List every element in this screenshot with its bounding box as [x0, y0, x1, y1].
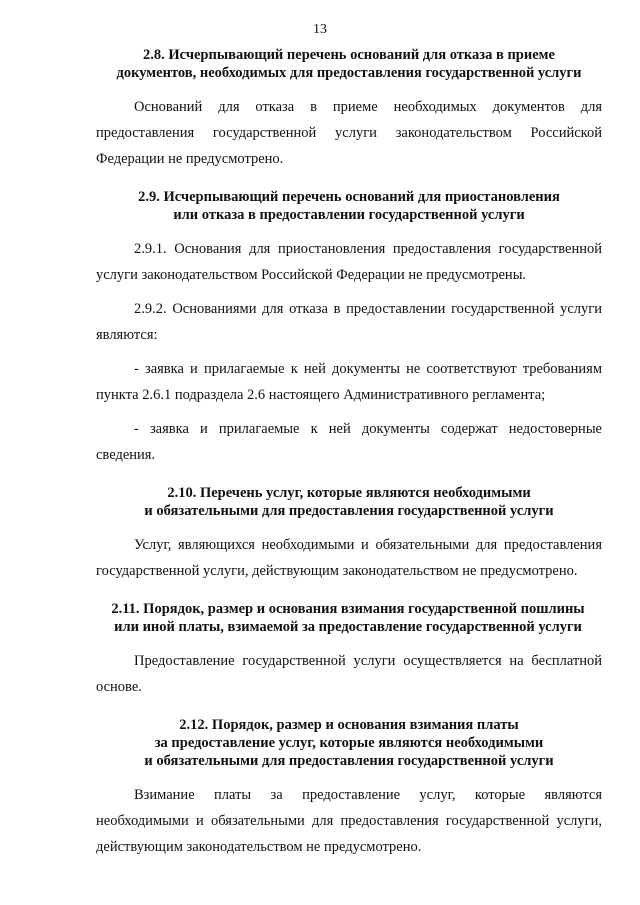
heading-line: 2.12. Порядок, размер и основания взимания платы — [179, 717, 519, 733]
section-2-8 — [96, 46, 602, 172]
heading-line: или отказа в предоставлении государственной услуги — [173, 207, 525, 223]
section-heading — [96, 46, 602, 82]
section-2-11 — [96, 600, 602, 700]
heading-line: и обязательными для предоставления государственной услуги — [144, 503, 554, 519]
heading-line: или иной платы, взимаемой за предоставление государственной услуги — [114, 619, 582, 635]
paragraph: 2.9.2. Основаниями для отказа в предоставлении государственной услуги являются: — [96, 301, 602, 343]
heading-line: за предоставление услуг, которые являются необходимыми — [154, 735, 544, 751]
heading-line: 2.9. Исчерпывающий перечень оснований для приостановления — [138, 189, 560, 205]
list-item-paragraph: - заявка и прилагаемые к ней документы не соответствуют требованиям пункта 2.6.1 подраздела 2.6 настоящего Административного регламента; — [96, 361, 602, 403]
section-2-9 — [96, 188, 602, 468]
page-number: 13 — [313, 22, 327, 37]
paragraph: 2.9.1. Основания для приостановления предоставления государственной услуги законодательством Российской Федерации не предусмотрены. — [96, 241, 602, 283]
list-item-paragraph: - заявка и прилагаемые к ней документы содержат недостоверные сведения. — [96, 421, 602, 463]
section-heading — [96, 188, 602, 224]
section-heading — [96, 716, 602, 770]
paragraph: Оснований для отказа в приеме необходимых документов для предоставления государственной услуги законодательством Российской Федерации не предусмотрено. — [96, 99, 602, 167]
heading-line: 2.11. Порядок, размер и основания взимания государственной пошлины — [111, 601, 585, 617]
paragraph: Услуг, являющихся необходимыми и обязательными для предоставления государственной услуги, действующим законодательством не предусмотрено. — [96, 537, 602, 579]
heading-line: и обязательными для предоставления государственной услуги — [144, 753, 554, 769]
section-heading — [96, 484, 602, 520]
section-2-12 — [96, 716, 602, 860]
document-body — [96, 46, 602, 876]
section-2-10 — [96, 484, 602, 584]
heading-line: 2.10. Перечень услуг, которые являются необходимыми — [167, 485, 531, 501]
paragraph: Взимание платы за предоставление услуг, которые являются необходимыми и обязательными для предоставления государственной услуги, действующим законодательством не предусмотрено. — [96, 787, 602, 855]
section-heading — [86, 600, 610, 636]
heading-line: документов, необходимых для предоставления государственной услуги — [116, 65, 582, 81]
paragraph: Предоставление государственной услуги осуществляется на бесплатной основе. — [96, 653, 602, 695]
heading-line: 2.8. Исчерпывающий перечень оснований для отказа в приеме — [143, 47, 555, 63]
